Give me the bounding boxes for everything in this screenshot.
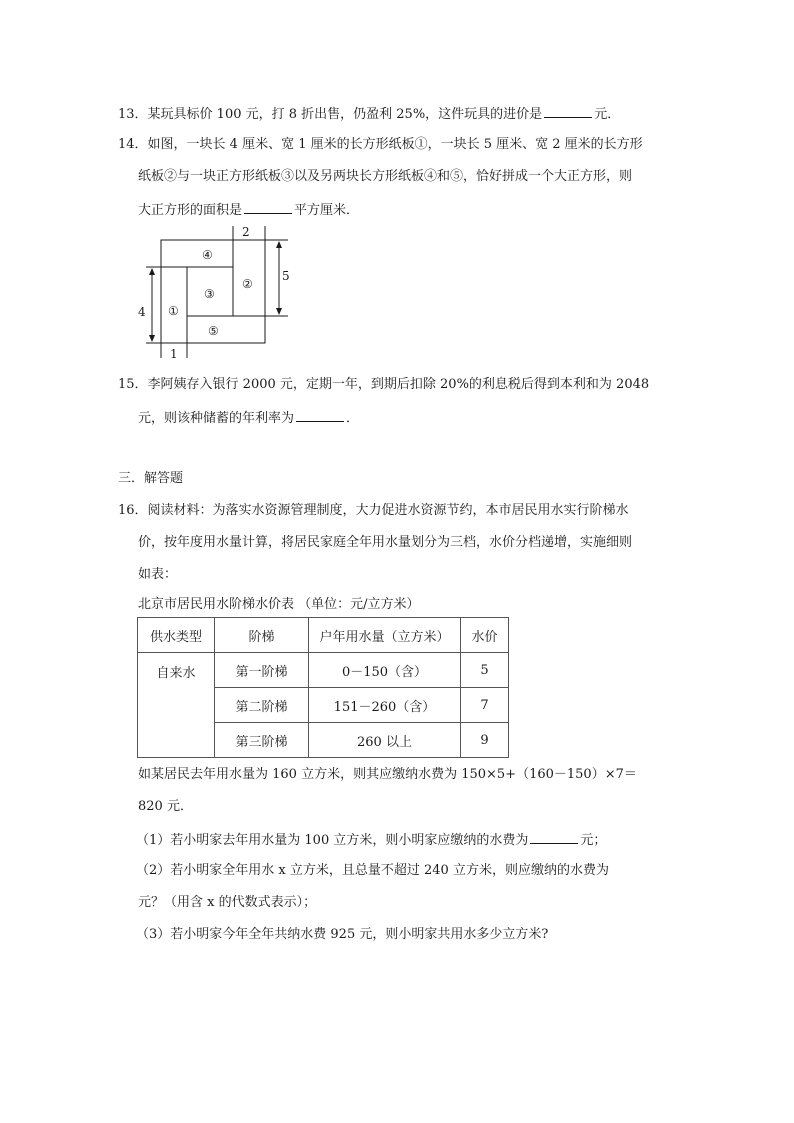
sub-question-1: [136, 830, 606, 850]
cell-range: 260 以上: [309, 723, 461, 758]
rectangle-puzzle-figure: [138, 222, 298, 362]
sub-question-2-line-2: 元？（用含 x 的代数式表示）；: [138, 895, 317, 910]
question-16-line-3: 如表：: [138, 567, 178, 582]
example-line-2: 820 元．: [138, 799, 193, 814]
question-15-unit: ．: [346, 411, 360, 426]
label-piece-2: ②: [242, 277, 253, 291]
cell-tier: 第三阶梯: [215, 723, 309, 758]
cell-price: 5: [461, 653, 509, 688]
label-width-2: 2: [242, 225, 250, 239]
sub-question-1-text: （1）若小明家去年用水量为 100 立方米，则小明家应缴纳的水费为: [136, 833, 529, 848]
question-13-unit: 元．: [594, 107, 621, 122]
label-piece-5: ⑤: [208, 324, 219, 338]
example-line-1: 如某居民去年用水量为 160 立方米，则其应缴纳水费为 150×5+（160－150）×7＝: [138, 767, 637, 782]
table-caption: 北京市居民用水阶梯水价表 （单位：元/立方米）: [138, 597, 420, 612]
cell-tier: 第一阶梯: [215, 653, 309, 688]
question-16-line-1: 16．阅读材料：为落实水资源管理制度，大力促进水资源节约，本市居民用水实行阶梯水: [118, 503, 629, 518]
question-14-line-3: [138, 200, 359, 220]
header-supply-type: 供水类型: [138, 618, 215, 653]
header-tier: 阶梯: [215, 618, 309, 653]
question-14-text: 大正方形的面积是: [138, 203, 243, 218]
rectangle-puzzle-svg: [138, 222, 298, 362]
question-14-unit: 平方厘米．: [294, 203, 360, 218]
answer-blank-16-1: [530, 830, 578, 844]
table-row: [138, 653, 509, 688]
question-15-line-1: 15．李阿姨存入银行 2000 元，定期一年，到期后扣除 20%的利息税后得到本利和为 2048: [118, 377, 650, 392]
piece-4-rect: [161, 240, 233, 267]
question-13-text: 13．某玩具标价 100 元，打 8 折出售，仍盈利 25%，这件玩具的进价是: [118, 107, 543, 122]
header-annual-usage: 户年用水量（立方米）: [309, 618, 461, 653]
cell-range: 0－150（含）: [309, 653, 461, 688]
cell-price: 7: [461, 688, 509, 723]
cell-tier: 第二阶梯: [215, 688, 309, 723]
water-price-table: [137, 617, 509, 758]
question-13: [118, 104, 620, 124]
header-price: 水价: [461, 618, 509, 653]
question-16-line-2: 价，按年度用水量计算，将居民家庭全年用水量划分为三档，水价分档递增，实施细则: [138, 535, 633, 550]
sub-question-2-line-1: （2）若小明家全年用水 x 立方米，且总量不超过 240 立方米，则应缴纳的水费为: [136, 863, 609, 878]
question-14-line-2: 纸板②与一块正方形纸板③以及另两块长方形纸板④和⑤，恰好拼成一个大正方形，则: [138, 169, 633, 184]
table-header-row: [138, 618, 509, 653]
label-piece-3: ③: [204, 287, 215, 301]
question-14-line-1: 14．如图，一块长 4 厘米、宽 1 厘米的长方形纸板①，一块长 5 厘米、宽 2 厘米的长方形: [118, 137, 643, 152]
cell-supply-type: 自来水: [138, 653, 215, 758]
arrow-head: [276, 241, 282, 248]
label-piece-1: ①: [168, 304, 179, 318]
label-piece-4: ④: [202, 248, 213, 262]
sub-question-3: （3）若小明家今年全年共纳水费 925 元，则小明家共用水多少立方米?: [136, 927, 549, 942]
section-title: 三．解答题: [118, 471, 184, 486]
arrow-head: [149, 268, 155, 275]
cell-price: 9: [461, 723, 509, 758]
answer-blank-14: [244, 200, 292, 214]
answer-blank-13: [544, 104, 592, 118]
cell-range: 151－260（含）: [309, 688, 461, 723]
sub-question-1-unit: 元；: [580, 833, 607, 848]
arrow-head: [149, 335, 155, 342]
question-15-text: 元，则该种储蓄的年利率为: [138, 411, 295, 426]
answer-blank-15: [296, 408, 344, 422]
question-15-line-2: [138, 408, 359, 428]
label-length-5: 5: [282, 269, 290, 283]
arrow-head: [276, 308, 282, 315]
label-width-1: 1: [170, 347, 178, 361]
label-length-4: 4: [138, 305, 146, 319]
piece-5-rect: [187, 316, 265, 343]
